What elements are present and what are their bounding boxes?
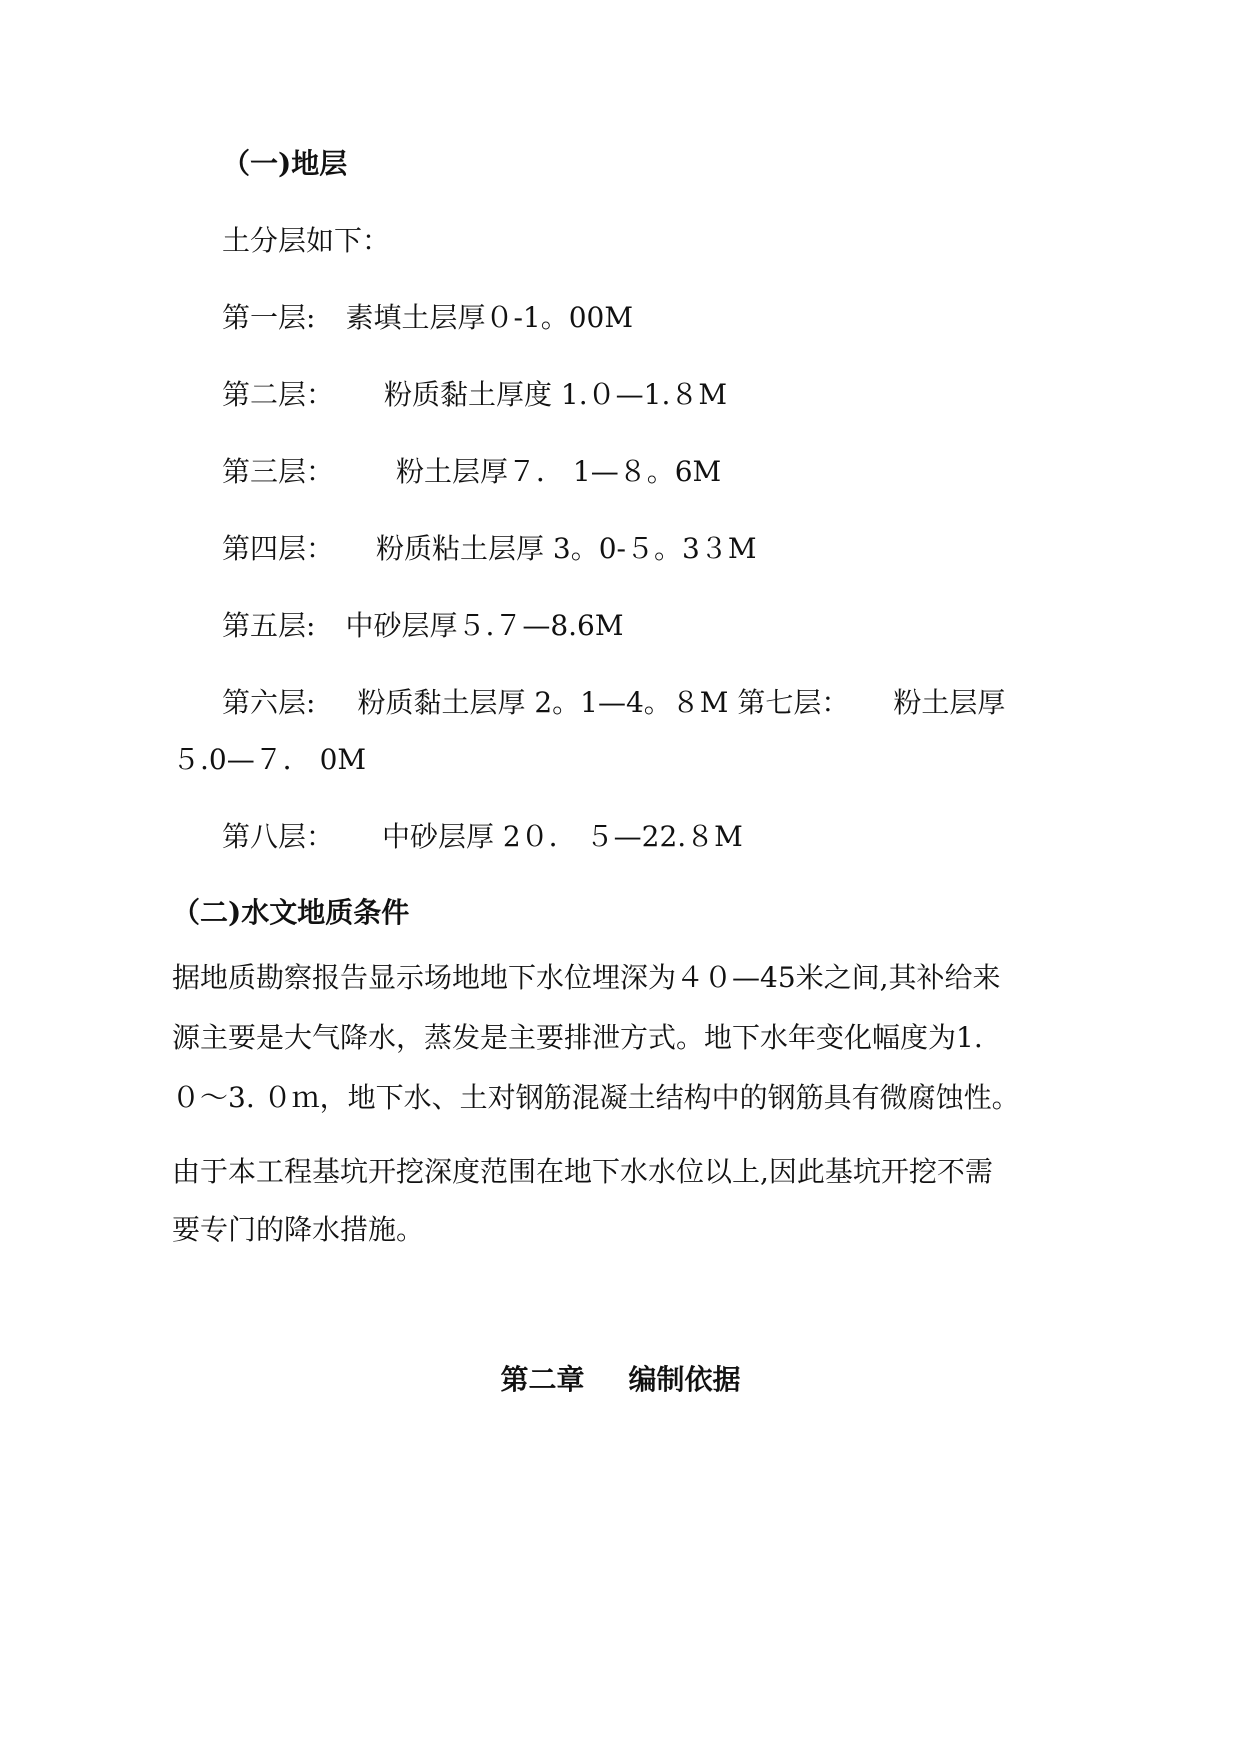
layer-label: 第八层： — [222, 820, 335, 853]
layer-desc-continued: 粉土层厚 — [893, 686, 1006, 719]
layer-label: 第一层: — [222, 301, 316, 334]
layer-6 — [222, 683, 1005, 723]
section-heading-strata: （一)地层 — [222, 147, 348, 180]
layer-4 — [222, 529, 757, 569]
hydro-para1-line3: ０～3. ０ｍ，地下水、土对钢筋混凝土结构中的钢筋具有微腐蚀性。 — [172, 1081, 1020, 1114]
layer-1 — [222, 298, 633, 338]
chapter-heading — [0, 1360, 1241, 1400]
layer-label: 第五层: — [222, 609, 316, 642]
layer-label: 第四层： — [222, 532, 335, 565]
strata-intro: 土分层如下： — [222, 224, 391, 257]
chapter-number: 第二章 — [500, 1363, 585, 1396]
layer-desc: 粉质粘土层厚 3。0-５。3３M — [376, 532, 757, 565]
layer-desc: 中砂层厚 2０． ５—22.８M — [382, 820, 743, 853]
layer-desc: 中砂层厚５.７—8.6M — [345, 609, 624, 642]
chapter-title: 编制依据 — [628, 1363, 741, 1396]
layer-8 — [222, 817, 743, 857]
hydro-para2-line1: 由于本工程基坑开挖深度范围在地下水水位以上,因此基坑开挖不需 — [172, 1155, 993, 1188]
layer-desc: 素填土层厚０-1。00M — [345, 301, 634, 334]
layer-label: 第六层: — [222, 686, 316, 719]
hydro-para1-line1: 据地质勘察报告显示场地地下水位埋深为４０—45米之间,其补给来 — [172, 961, 1001, 994]
layer-label: 第二层： — [222, 378, 335, 411]
layer-desc: 粉质黏土层厚 2。1—4。８M 第七层： — [357, 686, 850, 719]
layer-7-thickness: ５.0—７． 0M — [172, 743, 367, 776]
hydro-para1-line2: 源主要是大气降水，蒸发是主要排泄方式。地下水年变化幅度为1. — [172, 1021, 983, 1054]
layer-desc: 粉土层厚７． 1—８。6M — [396, 455, 722, 488]
layer-5 — [222, 606, 624, 646]
layer-3 — [222, 452, 721, 492]
layer-desc: 粉质黏土厚度 1.０—1.８M — [384, 378, 728, 411]
hydro-para2-line2: 要专门的降水措施。 — [172, 1213, 425, 1246]
section-heading-hydro: （二)水文地质条件 — [172, 896, 410, 929]
layer-2 — [222, 375, 727, 415]
layer-label: 第三层： — [222, 455, 335, 488]
